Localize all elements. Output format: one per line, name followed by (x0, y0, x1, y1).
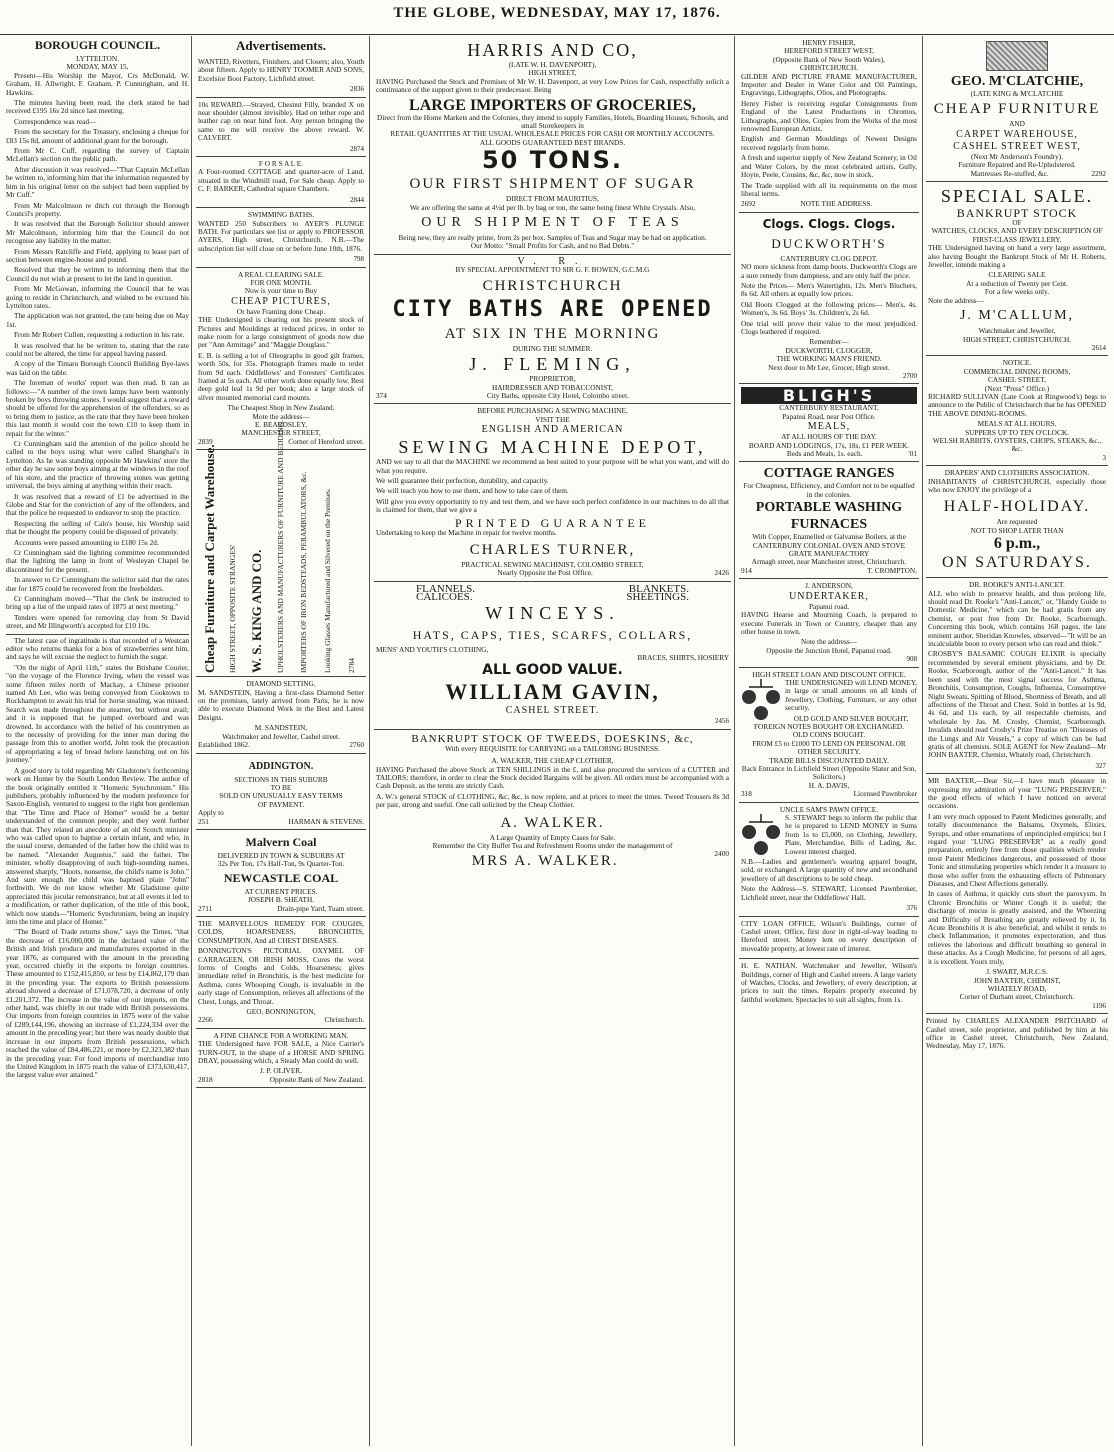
article-heading: BOROUGH COUNCIL. (34, 38, 161, 52)
article-paragraph: A copy of the Timaru Borough Council Building Bye-laws was laid on the table. (6, 359, 189, 377)
addington-ad: ADDINGTON. SECTIONS IN THIS SUBURB TO BE SOLD ON UNUSUALLY EASY TERMS OF PAYMENT. Apply to 251 HARMAN & STEVENS. (196, 754, 366, 830)
anti-lancet-ad: DR. ROOKE'S ANTI-LANCET. ALL who wish to preserve health, and thus prolong life, should read Dr. Rooke's "Anti-Lancet," or, "Handy Guide to Domestic Medicine," which can be had gratis from any chemist, or post free from Dr. Rooke, Scarborough. Concerning this book, which contains 168 pages, the late eminent author, Sheridan Knowles, observed—"It will be an incalculable boon to every person who can read and think." CROSBY'S BALSAMIC COUGH ELIXIR is specially recommended by several eminent physicians, and by Dr. Rooke, Scarborough, author of the "Anti-Lancet." It has been used with the most signal success for Asthma, Bronchitis, Consumption, Coughs, Influenza, Consumptive Night Sweats, Spitting of Blood, Shortness of Breath, and all affections of the Throat and Chest. Sold in bottles at 1s 9d, 4s 6d, and 11s each, by all respectable chemists, and wholesale by Jas. M. Crosby, Chemist, Scarborough. Invalids should read Crosby's Prize Treatise on "Diseases of the Lungs and Air Vessels," a copy of which can be had gratis of all chemists. SOLE AGENT for New Zealand—Mr JOHN BAXTER, Chemist, Whately road, Christchurch. 327 (926, 578, 1108, 774)
article-paragraph: Correspondence was read— (14, 116, 97, 126)
ad-number: 2874 (350, 144, 364, 153)
article-paragraph: From Mr McGowan, informing the Council that he was going to reside in Christchurch, and wished to be excused his Lyttelton rates. (6, 284, 189, 310)
article-paragraph: Cr Cunningham said the lighting committee recommended that the lighting the lamp in front of Wesleyan Chapel be discontinued for the present. (6, 547, 189, 574)
article-paragraph: Resolved that they be written to informing them that the Council do not wish at present to let the land in question. (6, 265, 189, 283)
pawn-office-ad: UNCLE SAM'S PAWN OFFICE. S. STEWART begs to inform the public that he is prepared to LEND MONEY in Sums from 1s to £5,000, on Clothing, Jewellery, Plate, Merchandise, Bills of Lading, &c. Lowest interest charged. N.B.—Ladies and gentlemen's wearing apparel bought, sold, or exchanged. A large quantity of new and secondhand jewellery of all descriptions to be sold cheap. Note the Address—S. STEWART, Licensed Pawnbroker, Lichfield street, near the Oddfellows' Hall. 376 (739, 803, 919, 917)
column-advertisements (196, 36, 366, 1446)
cottage-ranges-ad: COTTAGE RANGES For Cheapness, Efficiency, and Comfort not to be equalled in the colonies. PORTABLE WASHING FURNACES With Copper, Enamelled or Galvanise Boilers, at the CANTERBURY COLONIAL OVEN AND STOVE GRATE MANUFACTORY Armagh street, near Manchester street, Christchurch. 914 T. CROMPTON. (739, 462, 919, 579)
city-loan-ad: CITY LOAN OFFICE, Wilson's Buildings, corner of Cashel street. Office, first door in right-of-way leading to Hereford street. Money lent on every description of moveable property, at lowest rate of interest. (739, 917, 919, 960)
article-paragraph: Cr Cunningham said the attention of the police should be called to the boys using what were called Shanghai's in Lyttelton. As he was standing opposite Mr Hawkins' store the other day he saw some boys aiming at the windows in the roof of his store, and the practice of throwing stones was getting universal, the boys aiming at anything within their reach. (6, 439, 189, 491)
article-paragraph: "On the night of April 11th," states the Brisbane Courier, "on the voyage of the Florence Irving, when the vessel was some fifteen miles north of Mackay, a Chinese prisoner named Ah Lee, who was being conveyed from Cooktown to Rockhampton to await his trial for horse stealing, was missed. Search was made throughout the steamer, but without avail; and it is supposed that he jumped overboard and was drowned. In accordance with the belief of his countrymen as to the necessity of providing for the inner man during the passage from this to another world, John took the precaution of appropriating a leg of bread before launching out on his journey." (6, 662, 189, 765)
article-paragraph: From Mr Robert Cullen, requesting a reduction in his rate. (14, 330, 185, 340)
pawnbroker-balls-icon (741, 814, 781, 858)
article-paragraph: The latest case of ingratitude is that recorded of a Westcan editor who returns thanks for a box of strawberries sent him, and says he will excuse the neglect to furnish the sugar. (6, 635, 189, 662)
column-rule (922, 36, 923, 1446)
article-paragraph: The foreman of works' report was then read. It ran as follows:—"A number of the town lamps have been wantonly broken by boys throwing stones. I would suggest that a reward should be offered for the apprehension of the offenders, so as to bring them to justice, as the rate that they have been broken this last month it would cost the town £10 to keep them in repair for the winter." (6, 378, 189, 438)
ad-number: 798 (353, 255, 364, 264)
working-man-ad: A FINE CHANCE FOR A WORKING MAN. THE Undersigned have FOR SALE, a Nice Carrier's TURN-OUT, in the shape of a HORSE AND SPRING DRAY, possessing which, a Steady Man could do well. J. P. OLIVER, 2818 Opposite Bank of New Zealand. (196, 1029, 366, 1088)
royal-crest-icon: V. R. (517, 255, 588, 267)
article-paragraph: The minutes having been read, the clerk stated he had received £195 16s 2d since last meeting. (6, 98, 189, 116)
classified-ad (196, 98, 366, 157)
half-holiday-ad: DRAPERS' AND CLOTHIERS ASSOCIATION. INHABITANTS of CHRISTCHURCH, especially those who now ENJOY the privilege of a HALF-HOLIDAY. Are requested NOT TO SHOP LATER THAN 6 p.m., ON SATURDAYS. (926, 466, 1108, 578)
diamond-setting-ad: DIAMOND SETTING. M. SANDSTEIN, Having a first-class Diamond Setter on the premises, lately arrived from Paris, he is now able to execute Diamond Work in the Best and Latest Designs. M. SANDSTEIN, Watchmaker and Jeweller, Cashel street. Established 1862. 2760 (196, 677, 366, 753)
column-ads-5 (926, 36, 1108, 1446)
article-paragraph: From Mr C. Cuff, regarding the survey of Captain McLellan's section on the public path. (6, 146, 189, 164)
bligh-restaurant-ad: BLIGH'S CANTERBURY RESTAURANT, Papanui Road, near Post Office. MEALS, AT ALL HOURS OF THE DAY. BOARD AND LODGINGS, 17s, 18s, £1 PER WEEK. Beds and Meals, 1s. each. '01 (739, 384, 919, 462)
article-paragraph: Present—His Worship the Mayor, Crs McDonald, W. Graham, H. Allwright, F. Graham, P. Cunningham, and H. Hawkins. (6, 70, 189, 97)
ad-number: 2844 (350, 195, 364, 204)
city-baths-ad: V. R. BY SPECIAL APPOINTMENT TO SIR G. F. BOWEN, G.C.M.G CHRISTCHURCH CITY BATHS ARE OPENED AT SIX IN THE MORNING DURING THE SUMMER. J. FLEMING, PROPRIETOR, HAIRDRESSER AND TOBACCONIST, 374 City Baths, opposite City Hotel, Colombo street. (374, 255, 731, 404)
article-paragraph: The application was not granted, the rate being due on May 1st. (6, 311, 189, 329)
article-paragraph: From the secretary for the Treasury, enclosing a cheque for £83 15s 8d, amount of additional grant for the borough. (6, 127, 189, 145)
pawnbroker-balls-icon (741, 679, 781, 723)
king-furniture-ad: Cheap Furniture and Carpet Warehouse. HIGH STREET, OPPOSITE STRANGES' W. S. KING AND CO. UPHOLSTERERS AND MANUFACTURERS OF FURNITURE AND BEDDING. IMPORTERS OF IRON BEDSTEADS, PERAMBULATORS, &c. Looking Glasses Manufactured and Silvered on the Premises. 2784 (196, 450, 366, 677)
harris-ad: HARRIS AND CO, (LATE W. H. DAVENPORT), HIGH STREET, HAVING Purchased the Stock and Premises of Mr W. H. Davenport, at very Low Prices for Cash, respectfully solicit a continuance of the support given to their predecessor. Being LARGE IMPORTERS OF GROCERIES, Direct from the Home Markets and the Colonies, they intend to supply Families, Hotels, Boarding Houses, Schools, and small Storekeepers in RETAIL QUANTITIES AT THE USUAL WHOLESALE PRICES FOR CASH OR MONTHLY ACCOUNTS. ALL GOODS GUARANTEED BEST BRANDS. 50 TONS. OUR FIRST SHIPMENT OF SUGAR DIRECT FROM MAURITIUS, We are offering the same at 4½d per lb. by bag or ton, the same being finest White Crystals. Also, OUR SHIPMENT OF TEAS Being new, they are really prime, from 2s per box. Samples of Teas and Sugar may be had on application. Our Motto: "Small Profits for Cash, and no Bad Debts." (374, 36, 731, 255)
article-paragraph: From Messrs Ratcliffe and Field, applying to lease part of section between engine-house and pound. (6, 246, 189, 264)
masthead: THE GLOBE, WEDNESDAY, MAY 17, 1876. (0, 0, 1114, 35)
walker-clothier-ad: BANKRUPT STOCK OF TWEEDS, DOESKINS, &c, With every REQUISITE for CARRYING on a TAILORING BUSINESS. A. WALKER, THE CHEAP CLOTHIER, HAVING Purchased the above Stock at TEN SHILLINGS in the £, and also procured the services of a CUTTER and TAILORS; therefore, in order to clear the Stock decided Bargains will be given. All orders must be accompanied with a Cash Deposit, as the terms are strictly Cash. A. W.'s general STOCK of CLOTHING, &c, &c, is now replete, and at prices to meet the times. Tweed Trousers 8s 3d per pair, strong and useful. One call solicited by the Cheap Clothier. A. WALKER. A Large Quantity of Empty Cases for Sale. Remember the City Buffet Tea and Refreshment Rooms under the management of MRS A. WALKER. 2400 (376, 732, 729, 870)
classified-ad (196, 55, 366, 98)
gavin-drapery-ad: FLANNELS. BLANKETS. CALICOES. SHEETINGS. WINCEYS. HATS, CAPS, TIES, SCARFS, COLLARS, MENS' AND YOUTH'S CLOTHING, BRACES, SHIRTS, HOSIERY ALL GOOD VALUE. WILLIAM GAVIN, CASHEL STREET. 2456 (374, 582, 731, 730)
dining-rooms-ad: NOTICE. COMMERCIAL DINING ROOMS, CASHEL STREET, (Next "Press" Office.) RICHARD SULLIVAN (Late Cook at Ringwood's) begs to announce to the Public of Christchurch that he has OPENED THE ABOVE DINING-ROOMS. MEALS AT ALL HOURS. SUPPERS UP TO TEN O'CLOCK. WELSH RABBITS, OYSTERS, CHOPS, STEAKS, &c., &c. 3 (926, 356, 1108, 466)
article-paragraph: After discussion it was resolved—"That Captain McLellan be written to, informing him that the information requested by him in his original letter on the subject had been supplied by Mr Cuff." (6, 164, 189, 200)
special-sale-ad: SPECIAL SALE. BANKRUPT STOCK OF WATCHES, CLOCKS, AND EVERY DESCRIPTION OF FIRST-CLASS JEWELLERY. THE Undersigned having on hand a very large assortment, also having Bought the Bankrupt Stock of Mr H. Roberts, Jeweller, intends making a CLEARING SALE At a reduction of Twenty per Cent. For a few weeks only. Note the address— J. M'CALLUM, Watchmaker and Jeweller, HIGH STREET, CHRISTCHURCH. 2614 (926, 182, 1108, 356)
column-display-ads (374, 36, 731, 1446)
article-paragraph: "The Board of Trade returns show," says the Times, "that the decrease of £16,000,000 in the declared value of the British and Irish produce and manufactures exported in the year 1876, as compared with the amount in the preceding year, occurred chiefly in the exports to foreign countries. These amounted to £152,415,850, or less by £14,862,179 than in the preceding year. The exports to British possessions abroad showed a decrease of £71,078,720, a decrease of only £1,201,372. The increase in the value of our imports, on the other hand, was chiefly in our trade with British possessions. Our imports from foreign countries in 1875 were of the value of £289,144,196, showing an increase of £1,224,334 over the amount in the preceding year; but there was nearly double that increase in our imports from British possessions, which reached the value of £84,486,221, or more by £2,323,382 than in the preceding year. For food imports of merchandise into the United Kingdom in 1875 reach the value of £373,630,417, the largest value ever attained." (6, 927, 189, 1080)
ad-text: A Four-roomed COTTAGE and quarter-acre of Land, situated in the Windmill road, For Sale cheap. Apply to C. F. BARKER, Cathedral square Chambers. (198, 167, 364, 194)
article-paragraph: From Mr Malcolmson re ditch cut through the Borough Council's property. (6, 200, 189, 218)
ad-title: SWIMMING BATHS. (247, 210, 315, 220)
column-rule (191, 36, 192, 1446)
article-date: MONDAY, MAY 15, (66, 62, 129, 72)
article-paragraph: Cr Cunningham moved—"That the clerk be instructed to bring up a list of the unpaid rates of 1875 at next meeting." (6, 593, 189, 612)
nathan-ad: H. E. NATHAN. Watchmaker and Jeweller, Wilson's Buildings, corner of High and Cashel streets. A large variety of Watches, Clocks, and Jewellery, of every description, at prices to suit the times. Repairs properly executed by faithful workmen. Spectacles to suit all sights, from 1s. (741, 961, 917, 1004)
column-ads-4 (739, 36, 919, 1446)
mclatchie-ad: GEO. M'CLATCHIE, (LATE KING & M'CLATCHIE CHEAP FURNITURE AND CARPET WAREHOUSE, CASHEL STREET WEST, (Next Mr Anderson's Foundry). Furniture Repaired and Re-Upholstered. Mattresses Re-stuffed, &c. 2292 (926, 36, 1108, 182)
column-borough-council (6, 36, 189, 1446)
lung-preserver-ad: MR BAXTER,—Dear Sir,—I have much pleasure in expressing my admiration of your "LUNG PRESERVER," the good effects of which I have noticed on several occasions. I am very much opposed to Patent Medicines generally, and totally discountenance the Balsams, Oxymels, Elixirs, Syrups, and other emanations of unprincipled empirics; but I regard your "LUNG PRESERVER" as a really good preparation, entirely free from those qualities which render most Patent Medicines dangerous, and possessed of those Tonic and stimulating properties which render it a treasure to those who suffer from the exhausting effects of Pulmonary Diseases, and Chest Affections generally. In cases of Asthma, it quickly cuts short the paroxysm. In Chronic Bronchitis or Winter Cough it is useful; the discharge of mucus is greatly assisted, and the Wheezing and Difficulty of Breathing are greatly relieved by it. In Acute Bronchitis it is also beneficial, and whilst it tends to check Inflammation, it promotes expectoration, and thus relieves the laborious and difficult breathing so general in these attacks. As a Cough Medicine, for persons of all ages, it is excellent. Yours truly, J. SWART, M.R.C.S. JOHN BAXTER, CHEMIST, WHATELY ROAD, Corner of Durham street, Christchurch. 1196 (926, 774, 1108, 1014)
article-paragraph: It was resolved that the Borough Solicitor should answer Mr Malcolmson, informing him that the Council do not recognise any liability in the matter. (6, 219, 189, 246)
furniture-illustration (986, 41, 1048, 71)
bonnington-remedy-ad: THE MARVELLOUS REMEDY FOR COUGHS, COLDS, HOARSENESS, BRONCHITIS, CONSUMPTION, And all CHEST DISEASES. BONNINGTON'S PICTORIAL OXYMEL OF CARRAGEEN, OR IRISH MOSS, Cures the worst forms of Coughs and Colds, Hoarseness; gives immediate relief in Bronchitis, is the best medicine for Asthma, cures Whooping Cough, is invaluable in the early stage of Consumption, relieves all affections of the Chest, Lungs, and Throat. GEO. BONNINGTON, 2266 Christchurch. (196, 917, 366, 1029)
article-body (6, 72, 189, 631)
clogs-ad: Clogs. Clogs. Clogs. DUCKWORTH'S CANTERBURY CLOG DEPOT. NO more sickness from damp boots. Duckworth's Clogs are a sure remedy from dampness, and are only half the price. Note the Prices— Men's Watertights, 12s. Men's Bluchers, 8s 6d. All others at equally low prices. Old Boots Clogged at the following prices— Men's, 4s. Women's, 3s 6d. Boys' 3s. Children's, 2s 6d. One trial will prove their value to the most prejudiced. Clogs leathered if required. Remember— DUCKWORTH, CLOGGER, THE WORKING MAN'S FRIEND. Next door to Mr Lee, Grocer, High street. 2700 (739, 213, 919, 385)
ad-title: F O R S A L E. (258, 159, 304, 169)
article-paragraph: Respecting the selling of Calo's house, his Worship said that he thought the property could be disposed of privately. (6, 518, 189, 537)
article-paragraph: It was resolved that a reward of £1 be advertised in the Globe and Star for the conviction of any of the offenders, and that the police be requested to endeavor to stop the practice. (6, 491, 189, 518)
article-paragraph: In answer to Cr Cunningham the solicitor said that the rates due for 1875 could be recovered from the freeholders. (6, 575, 189, 593)
clearing-sale-ad: A REAL CLEARING SALE. FOR ONE MONTH. Now is your time to Buy CHEAP PICTURES, Or have Framing done Cheap. THE Undersigned is clearing out his present stock of Pictures and Mouldings at reduced prices, in order to make room for a large consignment of goods now due per "Ann Armitage" and "Maggie Douglass." E. B. is selling a lot of Oleographs in good gilt frames, worth 50s, for 35s. Photograph frames made to order from 9d each. Oddfellows' and Foresters' Certificates framed at 5s each. All other work done equally low. Best deep gold leaf 1s 9d per book; also a large stock of silver mounted memorial card mounts. The Cheapest Shop in New Zealand. Mote the address— E. BEARDSLEY, MANCHESTER STREET, 2839 Corner of Hereford street. (196, 268, 366, 451)
article-paragraph: It was resolved that he be written to, stating that the rate could not be altered, the time for appeal having passed. (6, 340, 189, 358)
classified-ad (196, 157, 366, 208)
sewing-machine-ad: BEFORE PURCHASING A SEWING MACHINE, VISIT THE ENGLISH AND AMERICAN SEWING MACHINE DEPOT, AND we say to all that the MACHINE we recommend as best suited to your purpose will be what you want, and will do what you require. We will guarantee their perfection, durability, and capacity. We will teach you how to use them, and how to take care of them. Will give you every opportunity to try and test them, and we have such perfect confidence in our machines to do all that is claimed for them, that we give a PRINTED GUARANTEE Undertaking to keep the Machine in repair for twelve months. CHARLES TURNER, PRACTICAL SEWING MACHINIST, COLOMBO STREET, Nearly Opposite the Post Office. 2426 (374, 404, 731, 581)
ad-text: WANTED 250 Subscribers to AYER'S PLUNGE BATH. For particulars see list or apply to PROFESSOR AYERS, High street, Christchurch. N.B.—The subscription list will close on or before June 10th, 1876. (198, 218, 364, 253)
article-paragraph: Accounts were passed amounting to £180 15s 2d. (14, 537, 159, 547)
article-paragraph: Tenders were opened for removing clay from St David street, and Mr Illingworth's accepted for £10 10s. (6, 612, 189, 631)
undertaker-ad: J. ANDERSON, UNDERTAKER, Papanui road. HAVING Hearse and Mourning Coach, is prepared to execute Funerals in Town or Country, cheaper than any other house in town. Note the address— Opposite the Junction Hotel, Papanui road. 908 (739, 579, 919, 667)
ad-text: WANTED, Rivetters, Finishers, and Closers; also, Youth about fifteen. Apply to HENRY TOOMER AND SONS, Excelsior Boot Factory, Lichfield street. (198, 57, 364, 83)
malvern-coal-ad: Malvern Coal DELIVERED IN TOWN & SUBURBS AT 32s Per Ton, 17s Half-Ton, 9s Quarter-Ton. NEWCASTLE COAL AT CURRENT PRICES. JOSEPH B. SHEATH. 2711 Drain-pipe Yard, Tuam street. (196, 830, 366, 917)
loan-office-ad: HIGH STREET LOAN AND DISCOUNT OFFICE. THE UNDERSIGNED will LEND MONEY, in large or small amounts on all kinds of Jewellery, Clothing, Furniture, or any other security. OLD GOLD AND SILVER BOUGHT, FOREIGN NOTES BOUGHT OR EXCHANGED. OLD COINS BOUGHT. FROM £5 to £1000 TO LEND ON PERSONAL OR OTHER SECURITY. TRADE BILLS DISCOUNTED DAILY. Back Entrance in Lichfield Street (Opposite Slater and Son, Solicitors.) H. A. DAVIS, 318 Licensed Pawnbroker (739, 668, 919, 803)
ad-text: 10s REWARD.—Strayed, Chesnut Filly, branded X on near shoulder (almost invisible). Had on tether rope and leather cap on near hind foot. Any person bringing the same to me will receive the above reward. W. CALVERT. (198, 99, 364, 143)
small-ads (196, 55, 366, 268)
article-paragraph: A good story is told regarding Mr Gladstone's forthcoming work on Homer by the South London Review. The author of the book originally entitled it "Homeric Synchronism." His publishers, probably influenced by the modern preference for Saxon-English, ventured to suggest to the right hon gentleman that "The Time and Place of Homer" would be a better understanded of the common people; and they went further than that. They related an anecdote of an old Scotch minister who was called upon to baptise a certain infant, and who, in the usual course, demanded of the father how the child was to be named. "Alexander Augustus," said the father. The minister, wholly disapproving of such high-sounding names, answered sharply, "Hoots, nonsense, the child's name is John." And sure enough the child was baptised plain "John" forthwith. We do not know whether Mr Gladstone quite appreciated this jocular remonstrance, but at all events it led to a modification, or rather duplication, of the title of this book, which now stands—"Homeric Synchronism, being an inquiry into the time and place of Homer." (6, 765, 189, 926)
classified-ad (196, 208, 366, 267)
fisher-ad: HENRY FISHER, HEREFORD STREET WEST, (Opposite Bank of New South Wales), CHRISTCHURCH. GILDER AND PICTURE FRAME MANUFACTURER, Importer and Dealer in Water Color and Oil Paintings, Engravings, Lithographs, Olios, and Photographs. Henry Fisher is receiving regular Consignments from England of the Latest Productions in Chromos, Lithographs, and Olios, Copies from the Works of the most renowned European Artists. English and German Mouldings of Newest Designs received regularly from home. A fresh and superior supply of New Zealand Scenery, in Oil and Water Colors, by the most celebrated artists, Gully, Hoyte, Peele, Cousins, &c, &c, now in stock. The Trade supplied with all its requirements on the most liberal terms. 2692 NOTE THE ADDRESS. (739, 36, 919, 213)
column-rule (369, 36, 370, 1446)
ad-number: 2836 (350, 85, 364, 94)
advertisements-heading: Advertisements. (236, 38, 326, 53)
article-place: LYTTELTON. (76, 54, 119, 63)
article-body-2 (6, 637, 189, 1080)
column-rule (734, 36, 735, 1446)
imprint: Printed by CHARLES ALEXANDER PRITCHARD of Cashel street, sole proprietor, and published by him at his office in Cashel street, Christchurch, New Zealand, Wednesday, May 17, 1876. (926, 1016, 1108, 1051)
